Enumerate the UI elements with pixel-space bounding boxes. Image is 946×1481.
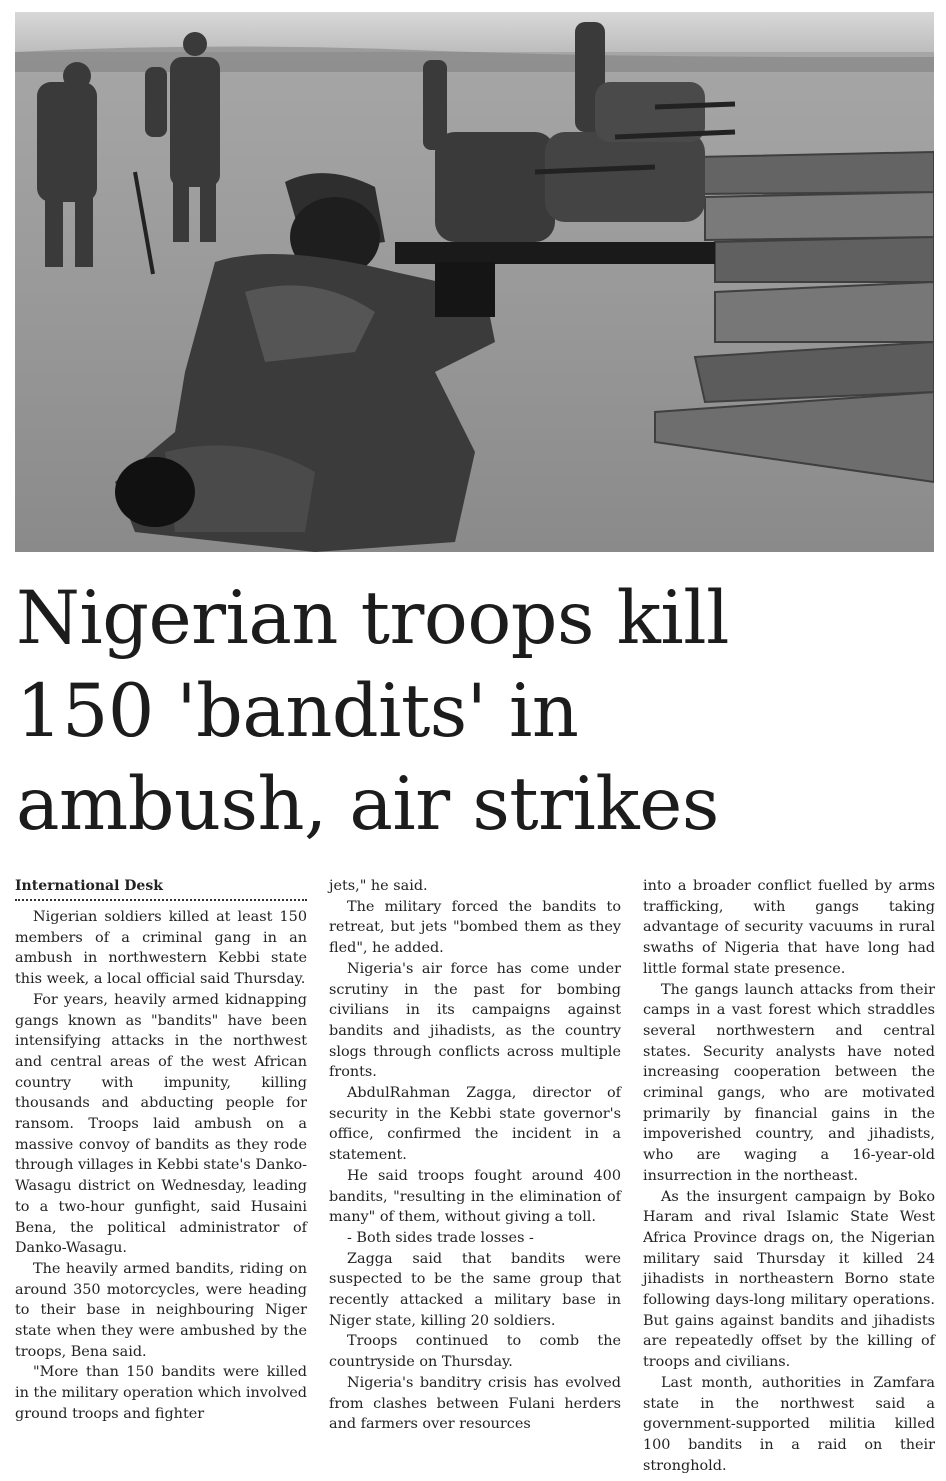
article-paragraph: Nigeria's air force has come under scrutiny in the past for bombing civilians in its campaigns against bandits and jihadists, as the country slogs through conflicts across multiple fronts. <box>329 960 621 1081</box>
byline: International Desk <box>15 876 307 901</box>
article-paragraph: Zagga said that bandits were suspected to be the same group that recently attacked a military base in Niger state, killing 20 soldiers. <box>329 1250 621 1329</box>
article-paragraph: AbdulRahman Zagga, director of security in the Kebbi state governor's office, confirmed the incident in a statement. <box>329 1085 621 1164</box>
news-photo <box>15 12 934 552</box>
article-column-1 <box>15 876 307 1425</box>
article-paragraph: Last month, authorities in Zamfara state in the northwest said a government-supported militia killed 100 bandits in a raid on their stronghold. <box>643 1374 935 1474</box>
soldiers-firing-range-photo <box>15 12 934 552</box>
article-paragraph-continued: into a broader conflict fuelled by arms trafficking, with gangs taking advantage of security vacuums in rural swaths of Nigeria that have long had little formal state presence. <box>643 878 935 977</box>
article-paragraph: Nigeria's banditry crisis has evolved from clashes between Fulani herders and farmers over resources <box>329 1374 621 1433</box>
subhead: - Both sides trade losses - <box>347 1229 534 1246</box>
article-paragraph: Troops continued to comb the countryside on Thursday. <box>329 1333 621 1371</box>
headline-line-3: ambush, air strikes <box>16 762 719 847</box>
article-paragraph-continued: jets," he said. <box>329 878 428 894</box>
headline <box>16 572 931 851</box>
headline-line-1: Nigerian troops kill <box>16 576 729 661</box>
headline-line-2: 150 'bandits' in <box>16 669 579 754</box>
article-paragraph: Nigerian soldiers killed at least 150 members of a criminal gang in an ambush in northwestern Kebbi state this week, a local official said Thursday. <box>15 909 307 988</box>
article-paragraph: The military forced the bandits to retreat, but jets "bombed them as they fled", he added. <box>329 898 621 957</box>
article-paragraph: For years, heavily armed kidnapping gangs known as "bandits" have been intensifying attacks in the northwest and central areas of the west African country with impunity, killing thousands and abducting people for ransom. Troops laid ambush on a massive convoy of bandits as they rode through villages in Kebbi state's Danko-Wasagu district on Wednesday, leading to a two-hour gunfight, said Husaini Bena, the political administrator of Danko-Wasagu. <box>15 991 307 1257</box>
article-column-2 <box>329 876 621 1435</box>
article-column-3 <box>643 876 935 1476</box>
article-paragraph: "More than 150 bandits were killed in the military operation which involved ground troops and fighter <box>15 1364 307 1422</box>
article-paragraph: The gangs launch attacks from their camps in a vast forest which straddles several northwestern and central states. Security analysts have noted increasing cooperation between the criminal gangs, who are motivated primarily by financial gains in the impoverished country, and jihadists, who are waging a 16-year-old insurrection in the northeast. <box>643 981 935 1184</box>
article-paragraph: As the insurgent campaign by Boko Haram and rival Islamic State West Africa Province drags on, the Nigerian military said Thursday it killed 24 jihadists in northeastern Borno state following days-long military operations. But gains against bandits and jihadists are repeatedly offset by the killing of troops and civilians. <box>643 1188 935 1371</box>
article-paragraph: He said troops fought around 400 bandits, "resulting in the elimination of many" of them, without giving a toll. <box>329 1167 621 1226</box>
article-paragraph: The heavily armed bandits, riding on around 350 motorcycles, were heading to their base in neighbouring Niger state when they were ambushed by the troops, Bena said. <box>15 1260 307 1360</box>
